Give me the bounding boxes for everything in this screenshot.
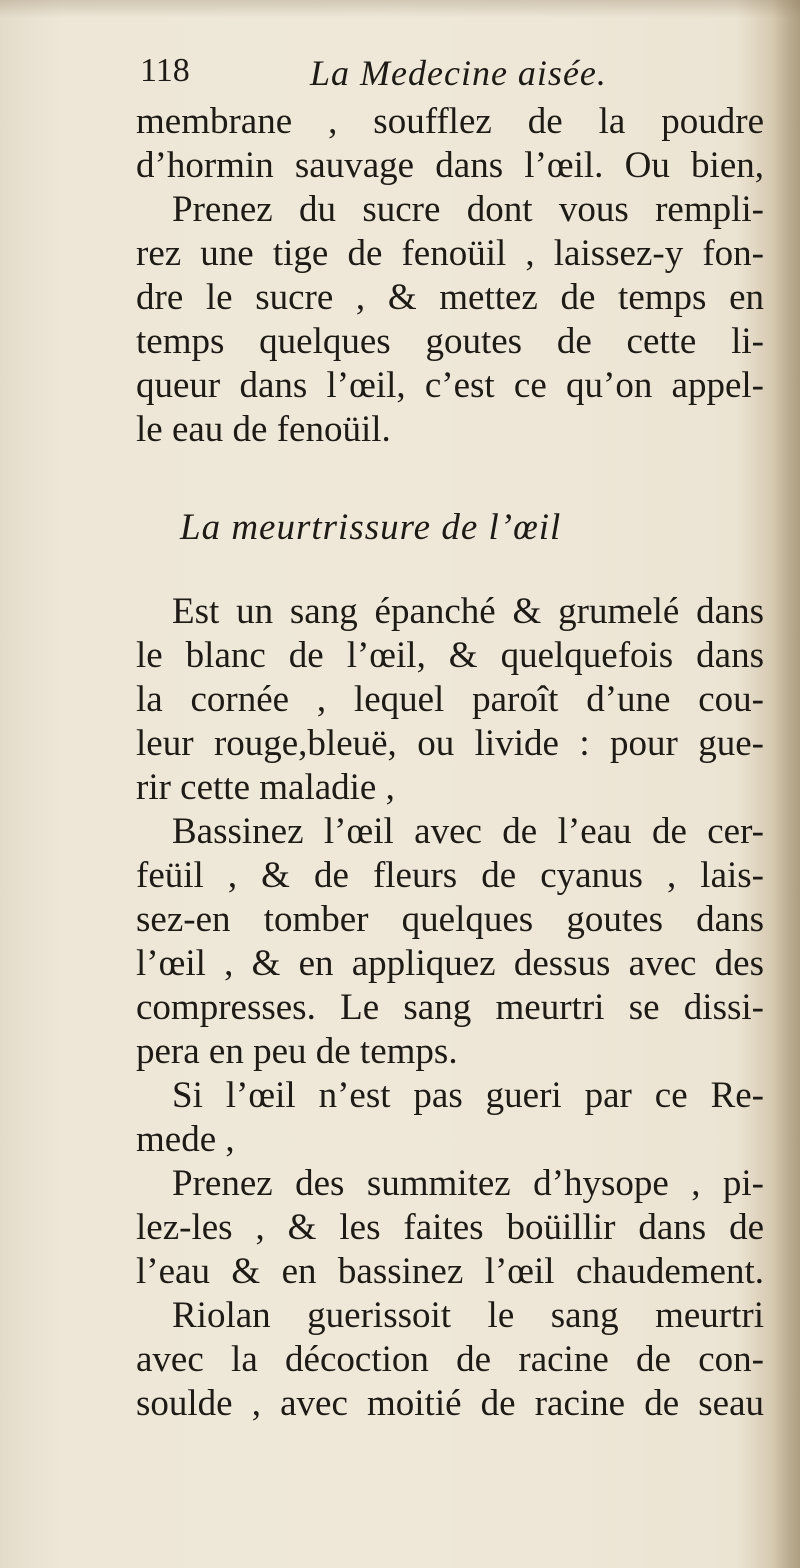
text-line: la cornée , lequel paroît d’une cou- bbox=[136, 679, 764, 720]
text-line: mede , bbox=[136, 1119, 235, 1160]
text-line: membrane , soufflez de la poudre bbox=[136, 101, 764, 142]
text-line: Prenez des summitez d’hysope , pi- bbox=[172, 1163, 764, 1204]
text-line: avec la décoction de racine de con- bbox=[136, 1339, 764, 1380]
text-line: Prenez du sucre dont vous rempli- bbox=[172, 189, 764, 230]
text-line: sez-en tomber quelques goutes dans bbox=[136, 899, 764, 940]
text-line: compresses. Le sang meurtri se dissi- bbox=[136, 987, 764, 1028]
page-number: 118 bbox=[140, 52, 190, 89]
running-head bbox=[140, 52, 770, 96]
paragraph-eye-bruise bbox=[136, 590, 764, 1426]
text-line: pera en peu de temps. bbox=[136, 1031, 458, 1072]
text-line: soulde , avec moitié de racine de seau bbox=[136, 1383, 764, 1424]
paragraph-eye-membrane bbox=[136, 100, 764, 452]
text-line: le eau de fenoüil. bbox=[136, 409, 391, 450]
text-line: Bassinez l’œil avec de l’eau de cer- bbox=[172, 811, 764, 852]
page-top-shadow bbox=[0, 0, 800, 18]
section-heading: La meurtrissure de l’œil bbox=[180, 507, 562, 548]
book-title: La Medecine aisée. bbox=[310, 53, 607, 93]
page-edge-shadow bbox=[772, 0, 800, 1568]
text-line: le blanc de l’œil, & quelquefois dans bbox=[136, 635, 764, 676]
text-line: temps quelques goutes de cette li- bbox=[136, 321, 764, 362]
text-line: Si l’œil n’est pas gueri par ce Re- bbox=[172, 1075, 764, 1116]
text-line: queur dans l’œil, c’est ce qu’on appel- bbox=[136, 365, 764, 406]
text-line: dre le sucre , & mettez de temps en bbox=[136, 277, 764, 318]
text-line: lez-les , & les faites boüillir dans de bbox=[136, 1207, 764, 1248]
text-line: l’œil , & en appliquez dessus avec des bbox=[136, 943, 764, 984]
text-line: rir cette maladie , bbox=[136, 767, 395, 808]
text-line: feüil , & de fleurs de cyanus , lais- bbox=[136, 855, 764, 896]
text-line: Est un sang épanché & grumelé dans bbox=[172, 591, 764, 632]
text-line: l’eau & en bassinez l’œil chaudement. bbox=[136, 1251, 764, 1292]
text-line: Riolan guerissoit le sang meurtri bbox=[172, 1295, 764, 1336]
text-line: leur rouge,bleuë, ou livide : pour gue- bbox=[136, 723, 764, 764]
text-line: d’hormin sauvage dans l’œil. Ou bien, bbox=[136, 145, 764, 186]
text-line: rez une tige de fenoüil , laissez-y fon- bbox=[136, 233, 764, 274]
